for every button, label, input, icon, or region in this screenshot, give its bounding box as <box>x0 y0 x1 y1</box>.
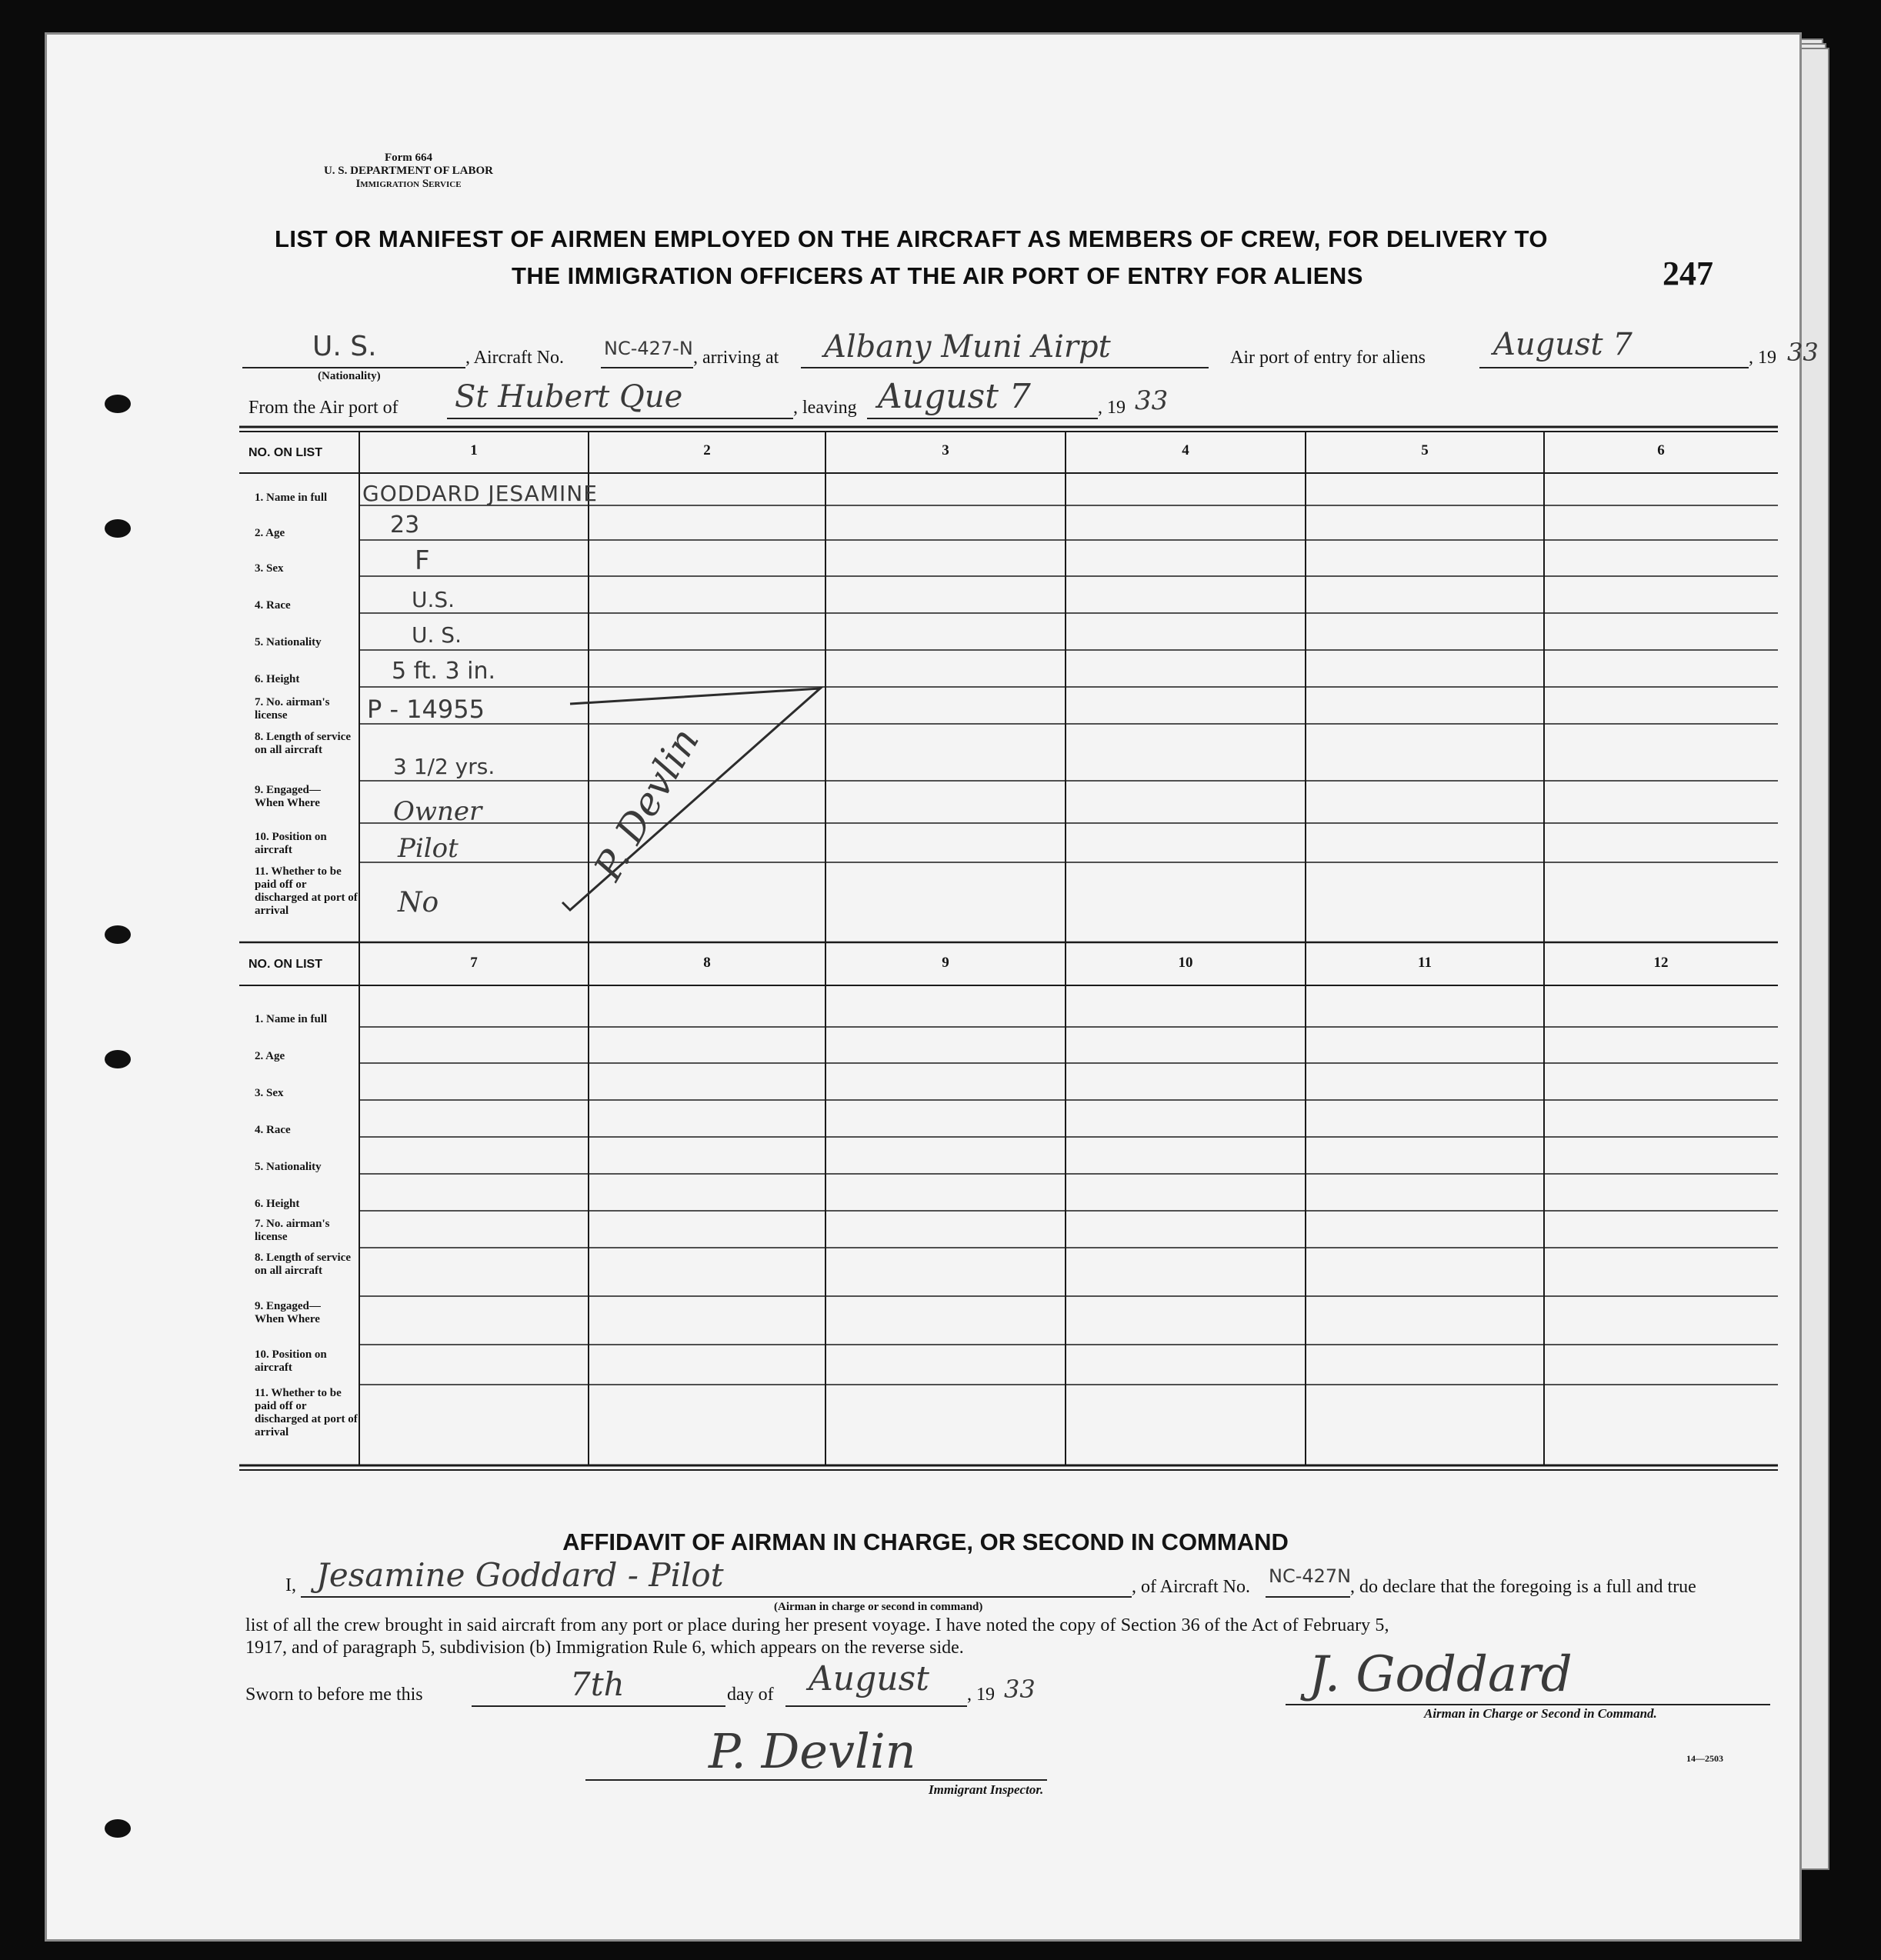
punch-hole <box>105 1819 131 1838</box>
no-on-list-label: NO. ON LIST <box>248 958 322 971</box>
airman-signature: J. Goddard <box>1309 1646 1573 1703</box>
form-title-line2: THE IMMIGRATION OFFICERS AT THE AIR PORT OF ENTRY FOR ALIENS <box>512 262 1363 289</box>
airport-entry-label: Air port of entry for aliens <box>1230 348 1426 368</box>
row-label-paid-off: 11. Whether to be paid off or discharged at port of arrival <box>255 1387 358 1438</box>
column-header: 5 <box>1421 442 1429 458</box>
row-label-age: 2. Age <box>255 1050 285 1062</box>
column-header: 1 <box>470 442 478 458</box>
affidavit-body-line2: 1917, and of paragraph 5, subdivision (b) Immigration Rule 6, which appears on the reverse side. <box>245 1638 964 1658</box>
row-label-service: 8. Length of service on all aircraft <box>255 731 351 756</box>
column-header: 12 <box>1653 955 1669 971</box>
year-prefix: , 19 <box>967 1685 995 1705</box>
from-airport-label: From the Air port of <box>248 398 399 418</box>
airman-signature-caption: Airman in Charge or Second in Command. <box>1424 1706 1657 1721</box>
affidavit-aircraft-label: , of Aircraft No. <box>1132 1577 1250 1597</box>
crew1-nationality: U. S. <box>412 622 462 648</box>
crew1-engaged: Owner <box>393 796 482 827</box>
aircraft-label: , Aircraft No. <box>465 348 564 368</box>
row-label-paid-off: 11. Whether to be paid off or discharged at port of arrival <box>255 865 358 917</box>
affidavit-heading: AFFIDAVIT OF AIRMAN IN CHARGE, OR SECOND IN COMMAND <box>562 1528 1289 1555</box>
crew1-sex: F <box>415 545 430 576</box>
arrival-year-value: 33 <box>1787 338 1819 367</box>
column-header: 6 <box>1657 442 1665 458</box>
affidavit-name-caption: (Airman in charge or second in command) <box>774 1601 983 1613</box>
crew1-position: Pilot <box>398 833 459 864</box>
row-label-race: 4. Race <box>255 1124 291 1136</box>
column-header: 8 <box>703 955 711 971</box>
column-header: 3 <box>942 442 949 458</box>
row-label-height: 6. Height <box>255 673 300 685</box>
row-label-engaged: 9. Engaged— When Where <box>255 784 321 809</box>
aircraft-number-value: NC-427-N <box>604 338 693 359</box>
crew1-name: GODDARD JESAMINE <box>362 481 598 506</box>
sworn-label: Sworn to before me this <box>245 1685 423 1705</box>
inspector-signature: P. Devlin <box>709 1723 916 1779</box>
arrival-date-value: August 7 <box>1493 327 1633 362</box>
inspector-initials: P. Devlin <box>585 720 708 888</box>
leaving-year-value: 33 <box>1135 385 1169 416</box>
sworn-year-value: 33 <box>1004 1675 1036 1704</box>
leaving-label: , leaving <box>793 398 857 418</box>
crew1-age: 23 <box>390 512 420 538</box>
row-label-position: 10. Position on aircraft <box>255 831 327 856</box>
arriving-value: Albany Muni Airpt <box>824 329 1111 365</box>
no-on-list-label: NO. ON LIST <box>248 446 322 459</box>
row-label-nationality: 5. Nationality <box>255 636 322 648</box>
affidavit-aircraft-value: NC-427N <box>1269 1565 1352 1587</box>
form-number: Form 664 <box>384 152 433 164</box>
row-label-license: 7. No. airman's license <box>255 1218 330 1243</box>
row-label-name: 1. Name in full <box>255 1013 328 1025</box>
row-label-age: 2. Age <box>255 527 285 539</box>
sworn-day-value: 7th <box>570 1665 625 1703</box>
row-label-service: 8. Length of service on all aircraft <box>255 1252 351 1277</box>
row-label-sex: 3. Sex <box>255 562 284 575</box>
day-of-label: day of <box>727 1685 774 1705</box>
row-label-nationality: 5. Nationality <box>255 1161 322 1173</box>
crew1-paid-off: No <box>398 887 439 918</box>
affidavit-declare-text: , do declare that the foregoing is a full and true <box>1350 1577 1696 1597</box>
inspector-signature-caption: Immigrant Inspector. <box>929 1782 1044 1797</box>
row-label-engaged: 9. Engaged— When Where <box>255 1300 321 1325</box>
column-header: 11 <box>1418 955 1432 971</box>
column-header: 4 <box>1182 442 1189 458</box>
affidavit-body-line1: list of all the crew brought in said aircraft from any port or place during her present voyage. I have noted the copy of Section 36 of the Act of February 5, <box>245 1615 1389 1635</box>
sworn-month-value: August <box>809 1659 929 1698</box>
crew1-height: 5 ft. 3 in. <box>392 658 495 685</box>
form-title-line1: LIST OR MANIFEST OF AIRMEN EMPLOYED ON THE AIRCRAFT AS MEMBERS OF CREW, FOR DELIVERY TO <box>275 225 1548 252</box>
from-airport-value: St Hubert Que <box>455 379 683 415</box>
column-header: 10 <box>1178 955 1193 971</box>
page-number: 247 <box>1663 255 1713 292</box>
crew1-length-of-service: 3 1/2 yrs. <box>393 754 495 779</box>
leaving-date-value: August 7 <box>878 377 1031 416</box>
service-name: Immigration Service <box>355 178 462 190</box>
row-label-license: 7. No. airman's license <box>255 696 330 722</box>
affidavit-i-label: I, <box>285 1575 296 1595</box>
year-prefix: , 19 <box>1749 348 1776 368</box>
nationality-caption: (Nationality) <box>318 370 381 382</box>
crew1-race: U.S. <box>412 587 455 612</box>
column-header: 7 <box>470 955 478 971</box>
row-label-height: 6. Height <box>255 1198 300 1210</box>
row-label-name: 1. Name in full <box>255 492 328 504</box>
crew1-license: P - 14955 <box>367 695 485 724</box>
arriving-label: , arriving at <box>693 348 779 368</box>
year-prefix: , 19 <box>1098 398 1126 418</box>
row-label-race: 4. Race <box>255 599 291 612</box>
print-code: 14—2503 <box>1686 1753 1723 1764</box>
affidavit-airman-name: Jesamine Goddard - Pilot <box>316 1556 724 1594</box>
row-label-position: 10. Position on aircraft <box>255 1348 327 1374</box>
row-label-sex: 3. Sex <box>255 1087 284 1099</box>
column-header: 9 <box>942 955 949 971</box>
nationality-value: U. S. <box>312 331 377 362</box>
manifest-form <box>45 32 1819 1942</box>
column-header: 2 <box>703 442 711 458</box>
department-name: U. S. DEPARTMENT OF LABOR <box>323 165 494 177</box>
